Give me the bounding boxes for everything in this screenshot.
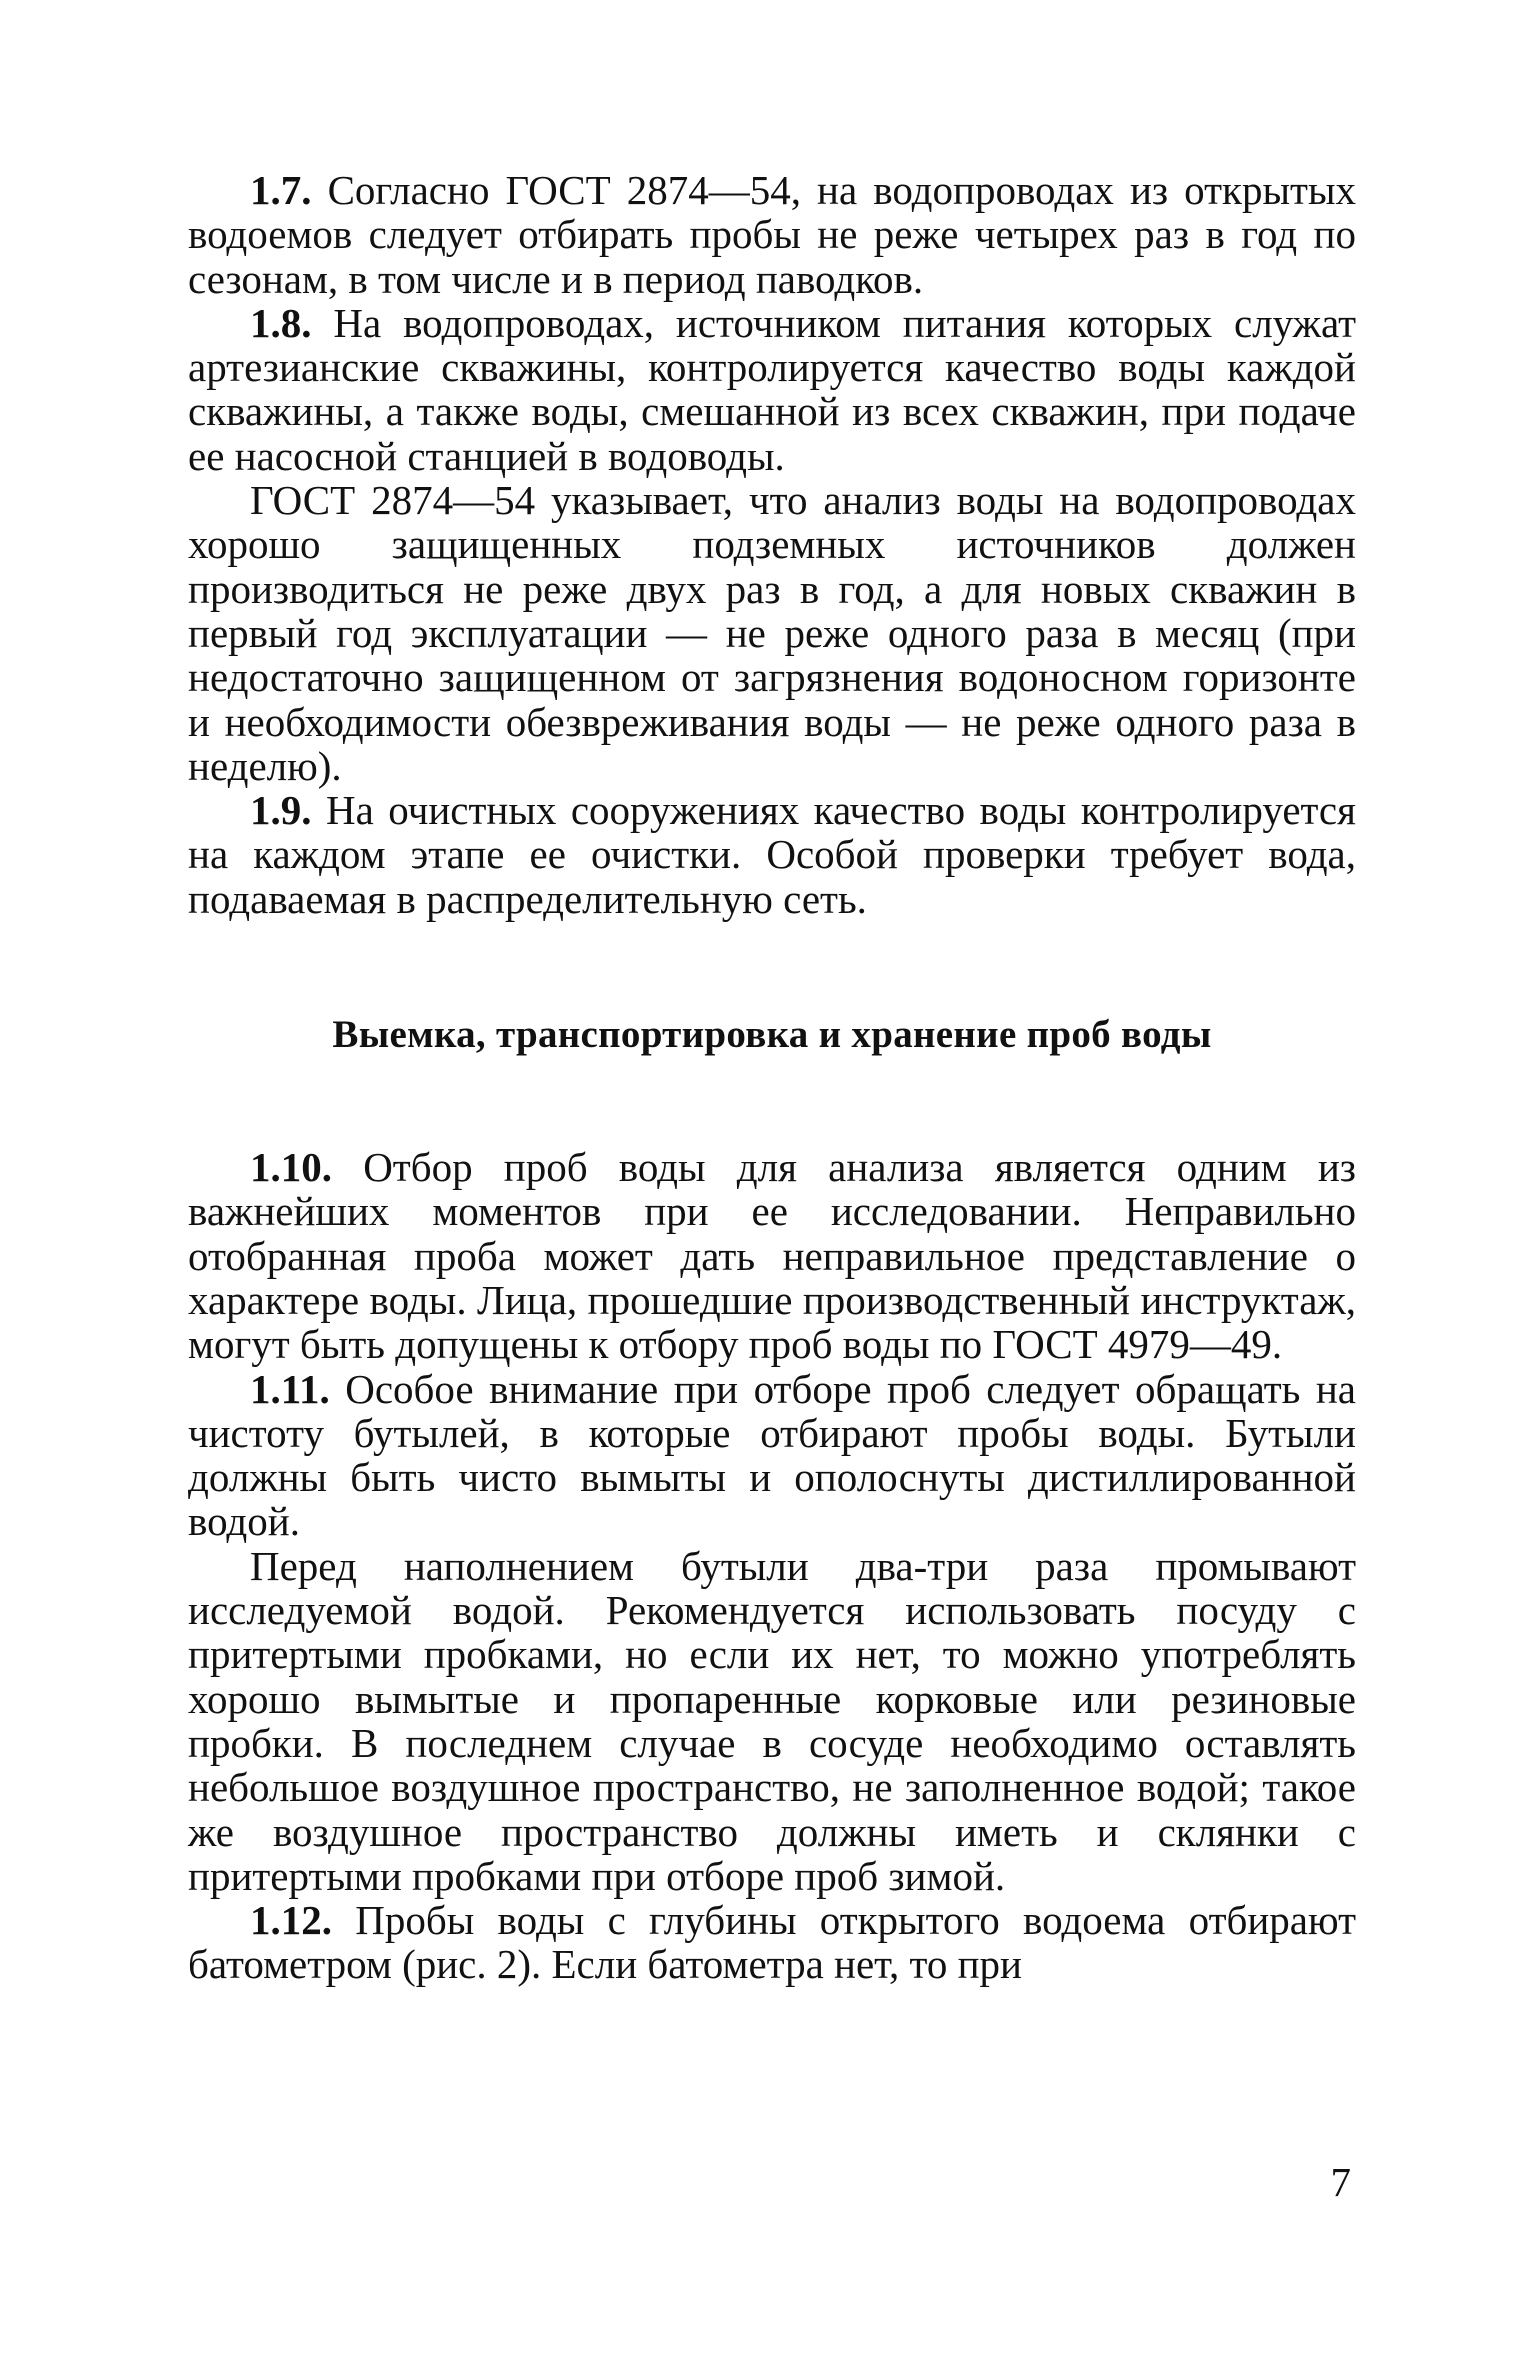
paragraph-text: Согласно ГОСТ 2874—54, на водопроводах из открытых водоемов следует отбирать пробы не реже четырех раз в год по сезонам, в том числе и в период паводков.: [188, 167, 1356, 302]
paragraph-number: 1.10.: [250, 1144, 332, 1191]
paragraph-number: 1.12.: [250, 1897, 332, 1944]
page-number: 7: [1330, 2159, 1351, 2205]
body-text: [188, 168, 1356, 1987]
paragraph-1-8: [188, 301, 1356, 478]
paragraph-gost-note: [188, 478, 1356, 788]
section-heading: Выемка, транспортировка и хранение проб воды: [332, 1013, 1212, 1057]
paragraph-text: На водопроводах, источником питания которых служат артезианские скважины, контролируется качество воды каждой скважины, а также воды, смешанной из всех скважин, при подаче ее насосной станцией в водоводы.: [188, 299, 1357, 479]
paragraph-1-10: [188, 1145, 1356, 1366]
paragraph-1-11: [188, 1367, 1356, 1544]
paragraph-number: 1.9.: [250, 787, 312, 834]
paragraph-number: 1.7.: [250, 167, 312, 213]
paragraph-bottle-prep: [188, 1544, 1356, 1898]
paragraph-1-12: [188, 1898, 1356, 1987]
paragraph-text: Пробы воды с глубины открытого водоема отбирают батометром (рис. 2). Если батометра нет, то при: [188, 1897, 1356, 1988]
paragraph-1-7: [188, 168, 1356, 301]
paragraph-1-9: [188, 788, 1356, 921]
paragraph-text: ГОСТ 2874—54 указывает, что анализ воды на водопроводах хорошо защищенных подземных источников должен производиться не реже двух раз в год, а для новых скважин в первый год эксплуатации — не реже одного раза в месяц (при недостаточно защищенном от загрязнения водоносном горизонте и необходимости обезвреживания воды — не реже одного раза в неделю).: [188, 477, 1356, 789]
paragraph-text: Отбор проб воды для анализа является одним из важнейших моментов при ее исследовании. Неправильно отобранная проба может дать неправильное представление о характере воды. Лица, прошедшие производственный инструктаж, могут быть допущены к отбору проб воды по ГОСТ 4979—49.: [188, 1144, 1357, 1368]
paragraph-number: 1.8.: [250, 299, 312, 346]
paragraph-text: На очистных сооружениях качество воды контролируется на каждом этапе ее очистки. Особой проверки требует вода, подаваемая в распределительную сеть.: [188, 787, 1356, 922]
paragraph-number: 1.11.: [250, 1365, 330, 1412]
paragraph-text: Особое внимание при отборе проб следует обращать на чистоту бутылей, в которые отбирают пробы воды. Бутыли должны быть чисто вымыты и ополоснуты дистиллированной водой.: [188, 1365, 1356, 1545]
paragraph-text: Перед наполнением бутыли два-три раза промывают исследуемой водой. Рекомендуется использовать посуду с притертыми пробками, но если их нет, то можно употреблять хорошо вымытые и пропаренные корковые или резиновые пробки. В последнем случае в сосуде необходимо оставлять небольшое воздушное пространство, не заполненное водой; такое же воздушное пространство должны иметь и склянки с притертыми пробками при отборе проб зимой.: [188, 1542, 1356, 1899]
